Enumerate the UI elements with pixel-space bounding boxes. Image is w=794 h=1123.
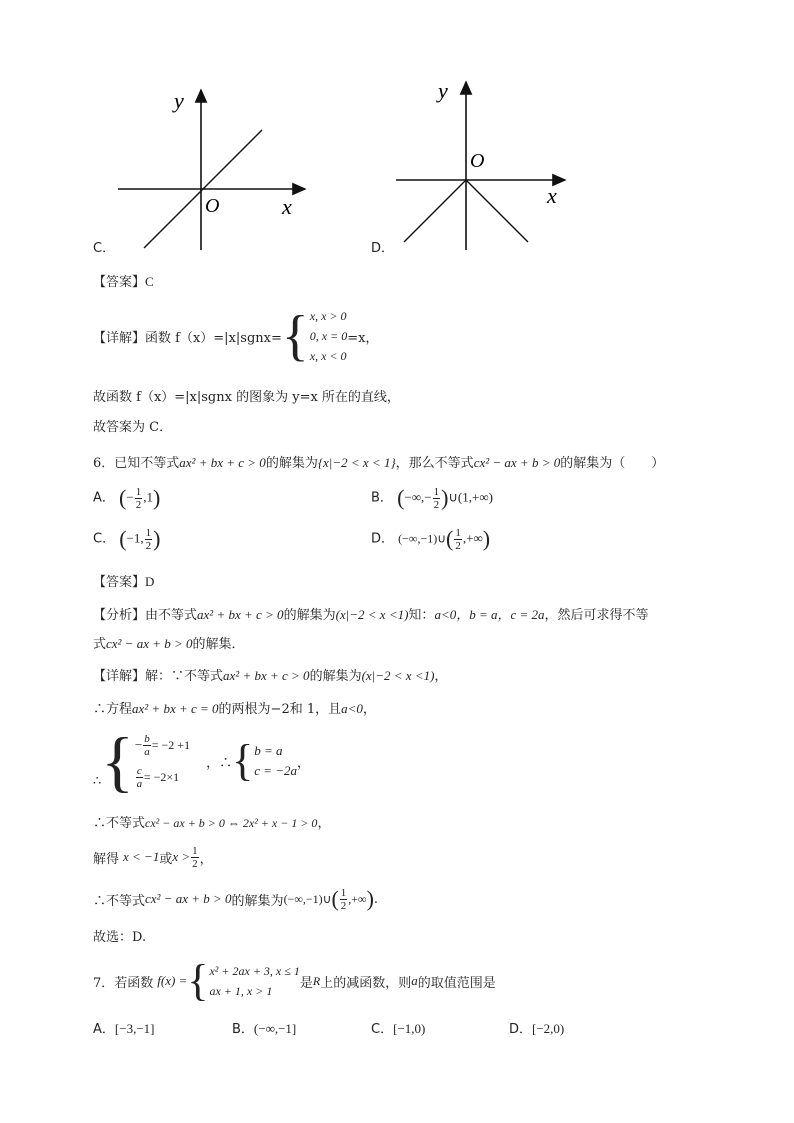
answer-value: C xyxy=(145,274,154,289)
origin-label: O xyxy=(470,150,485,172)
question-6 xyxy=(93,452,664,471)
option-label: D． xyxy=(371,531,395,547)
q6-lead: 6．已知不等式 xyxy=(93,456,180,471)
brace-icon: { xyxy=(187,956,209,1005)
q6-option-b: B． (−∞,− $\frac{1}{2}$ )∪(1,+∞) xyxy=(371,485,493,511)
detail-text: 函数 f（x）=|x|sgnx= xyxy=(145,330,282,346)
q6-ineq2: cx² − ax + b > 0 xyxy=(473,455,561,470)
x-label: x xyxy=(547,183,557,208)
case-2: 0, x = 0 xyxy=(309,329,348,343)
system-row-2: $\frac{c}{a}$ = −2×1 xyxy=(136,764,180,790)
origin-label: O xyxy=(205,195,220,217)
system-row-1: − $\frac{b}{a}$ = −2 +1 xyxy=(134,732,191,758)
detail-line-2: 【详解】解：∵不等式ax² + bx + c > 0的解集为(x|−2 < x <1)， xyxy=(93,668,448,684)
detail-text-post: =x， xyxy=(347,330,379,346)
answer-tag: 【答案】 xyxy=(93,575,146,590)
step-5: 解得 x < −1 或 x > $\frac{1}{2}$ ， xyxy=(93,844,213,870)
q6-mid: 的解集为 xyxy=(265,456,318,471)
step-6: ∴不等式 cx² − ax + b > 0 的解集为 (−∞,−1)∪ ( $\frac{1}{2}$ ,+∞ ) . xyxy=(93,886,379,912)
q6-ineq1: ax² + bx + c > 0 xyxy=(179,455,266,470)
option-d-label: D． xyxy=(371,241,395,256)
option-label: C． xyxy=(93,531,116,547)
option-c-label: C． xyxy=(93,241,116,256)
q6-set: {x|−2 < x < 1} xyxy=(317,455,396,470)
graph-c xyxy=(110,80,320,260)
q6-option-d: D． (−∞,−1)∪( $\frac{1}{2}$ ,+∞) xyxy=(371,526,491,552)
detail-tag: 【详解】 xyxy=(93,669,146,684)
detail-line-1 xyxy=(93,306,378,366)
case-3: x, x < 0 xyxy=(309,349,347,363)
question-7: 7．若函数 f(x) = { x² + 2ax + 3, x ≤ 1 ax + 1, x > 1 是 R 上的减函数，则 a 的取值范围是 xyxy=(93,956,496,1005)
q6-option-a: A． (− $\frac{1}{2}$ ,1) xyxy=(93,485,161,511)
step-3: ∴ { − $\frac{b}{a}$ = −2 +1 $\frac{c}{a}$ = −2×1 ，∴ { b = a c = −2a ， xyxy=(93,723,311,799)
y-label: y xyxy=(174,88,184,113)
brace-icon: { xyxy=(232,736,254,785)
solution-row-1: b = a xyxy=(254,743,283,758)
choose-line: 故选：D. xyxy=(93,930,147,945)
piecewise xyxy=(282,306,347,366)
analysis-tag: 【分析】 xyxy=(93,608,146,623)
q6-end: 的解集为（ ） xyxy=(560,456,665,471)
step-4: ∴不等式cx² − ax + b > 0 ⇔ 2x² + x − 1 > 0， xyxy=(93,816,331,831)
brace-icon: { xyxy=(101,723,134,799)
analysis-line-1: 【分析】由不等式ax² + bx + c > 0的解集为(x|−2 < x <1)知：a<0，b = a，c = 2a，然后可求得不等 xyxy=(93,607,649,623)
graph-right-branch xyxy=(466,180,528,242)
graph-d xyxy=(390,72,580,252)
solution-row-2: c = −2a xyxy=(254,763,298,778)
detail-tag: 【详解】 xyxy=(93,330,146,346)
answer-line-1 xyxy=(93,271,154,290)
x-label: x xyxy=(282,194,292,219)
graph-left-branch xyxy=(404,180,466,242)
answer-tag: 【答案】 xyxy=(93,275,146,290)
solution-line-2: 故答案为 C． xyxy=(93,420,173,435)
q6-option-c: C． (−1, $\frac{1}{2}$ ) xyxy=(93,526,161,552)
q7-option-a: A．[−3,−1] xyxy=(93,1021,155,1037)
answer-line-2 xyxy=(93,571,154,590)
y-label: y xyxy=(438,78,448,103)
q6-mid2: ，那么不等式 xyxy=(395,456,474,471)
analysis-line-2: 式cx² − ax + b > 0的解集． xyxy=(93,636,245,652)
case-2: ax + 1, x > 1 xyxy=(209,984,273,998)
q7-option-b: B．(−∞,−1] xyxy=(232,1021,297,1037)
q7-option-d: D．[−2,0) xyxy=(509,1021,565,1037)
option-label: B． xyxy=(371,490,393,506)
step-2: ∴方程ax² + bx + c = 0的两根为−2和 1，且a<0， xyxy=(93,701,376,717)
option-label: A． xyxy=(93,490,115,506)
brace-icon: { xyxy=(281,305,309,367)
case-1: x² + 2ax + 3, x ≤ 1 xyxy=(209,964,300,978)
solution-line-1: 故函数 f（x）=|x|sgnx 的图象为 y=x 所在的直线， xyxy=(93,390,400,405)
answer-value: D xyxy=(145,574,155,589)
case-1: x, x > 0 xyxy=(309,309,347,323)
q7-option-c: C．[−1,0) xyxy=(371,1021,426,1037)
